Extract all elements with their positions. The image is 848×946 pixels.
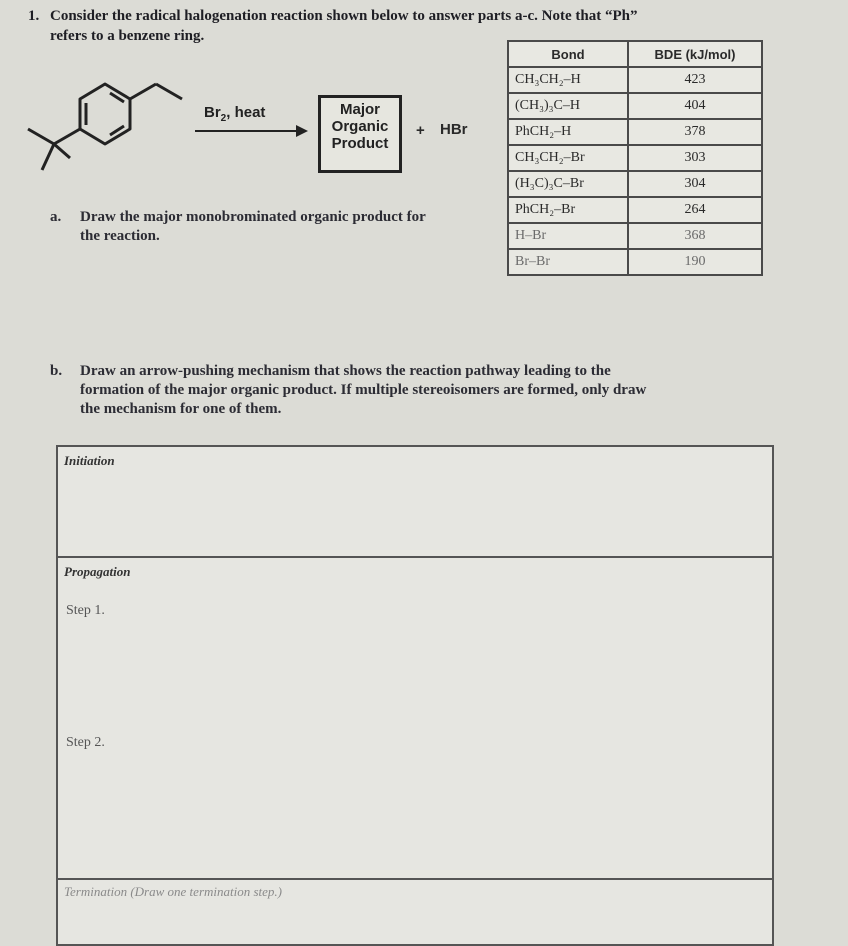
initiation-section[interactable] xyxy=(58,447,772,558)
bde-value: 303 xyxy=(628,145,762,171)
bde-bond: Br–Br xyxy=(508,249,628,275)
part-a-line-2: the reaction. xyxy=(80,228,160,244)
part-b-line-2: formation of the major organic product. If multiple stereoisomers are formed, only draw xyxy=(80,382,647,398)
part-a-prompt xyxy=(50,208,510,246)
propagation-title: Propagation xyxy=(64,564,131,579)
question-number: 1. xyxy=(28,8,40,24)
bde-row xyxy=(508,93,762,119)
mechanism-answer-table xyxy=(56,445,774,946)
part-a-line-1: Draw the major monobrominated organic product for xyxy=(80,209,426,225)
bde-header-value: BDE (kJ/mol) xyxy=(628,41,762,67)
bde-bond: H–Br xyxy=(508,223,628,249)
product-box-line-3: Product xyxy=(331,135,389,152)
product-box-line-1: Major xyxy=(339,101,380,118)
bde-value: 190 xyxy=(628,249,762,275)
bde-value: 404 xyxy=(628,93,762,119)
bde-table xyxy=(507,40,763,276)
question-line-1: Consider the radical halogenation reaction shown below to answer parts a-c. Note that “Ph” xyxy=(50,8,638,24)
bde-bond: (H₃C)₃C–Br xyxy=(508,171,628,197)
bde-row xyxy=(508,171,762,197)
starting-material-structure xyxy=(20,72,200,182)
part-a-label: a. xyxy=(50,209,62,225)
bde-value: 368 xyxy=(628,223,762,249)
propagation-section[interactable] xyxy=(58,556,772,880)
reaction-arrow-head xyxy=(296,125,308,137)
bde-header-bond: Bond xyxy=(508,41,628,67)
bde-value: 264 xyxy=(628,197,762,223)
bde-value: 423 xyxy=(628,67,762,93)
reagent-label: $Br_2$, heat xyxy=(204,104,266,124)
part-b-line-1: Draw an arrow-pushing mechanism that shows the reaction pathway leading to the xyxy=(80,363,611,379)
bde-header-row xyxy=(508,41,762,67)
product-box-line-2: Organic xyxy=(331,118,389,135)
bde-row xyxy=(508,197,762,223)
bde-bond: CH₃CH₂–H xyxy=(508,67,628,93)
bde-row xyxy=(508,145,762,171)
byproduct-hbr: HBr xyxy=(440,121,468,138)
termination-section[interactable] xyxy=(58,878,772,944)
bde-value: 304 xyxy=(628,171,762,197)
part-b-line-3: the mechanism for one of them. xyxy=(80,401,282,417)
part-b-label: b. xyxy=(50,363,63,379)
bde-bond: PhCH₂–Br xyxy=(508,197,628,223)
bde-row xyxy=(508,119,762,145)
bde-bond: PhCH₂–H xyxy=(508,119,628,145)
termination-title: Termination (Draw one termination step.) xyxy=(64,884,282,899)
step-2-label: Step 2. xyxy=(66,735,105,750)
step-1-label: Step 1. xyxy=(66,603,105,618)
product-box xyxy=(318,95,402,173)
bde-row xyxy=(508,67,762,93)
bde-row xyxy=(508,223,762,249)
plus-sign: + xyxy=(416,122,425,139)
bde-row xyxy=(508,249,762,275)
question-line-2: refers to a benzene ring. xyxy=(50,28,205,44)
bde-bond: CH₃CH₂–Br xyxy=(508,145,628,171)
bde-value: 378 xyxy=(628,119,762,145)
part-b-prompt xyxy=(50,362,770,419)
initiation-title: Initiation xyxy=(64,453,115,468)
bde-bond: (CH₃)₃C–H xyxy=(508,93,628,119)
reaction-arrow xyxy=(195,130,300,132)
